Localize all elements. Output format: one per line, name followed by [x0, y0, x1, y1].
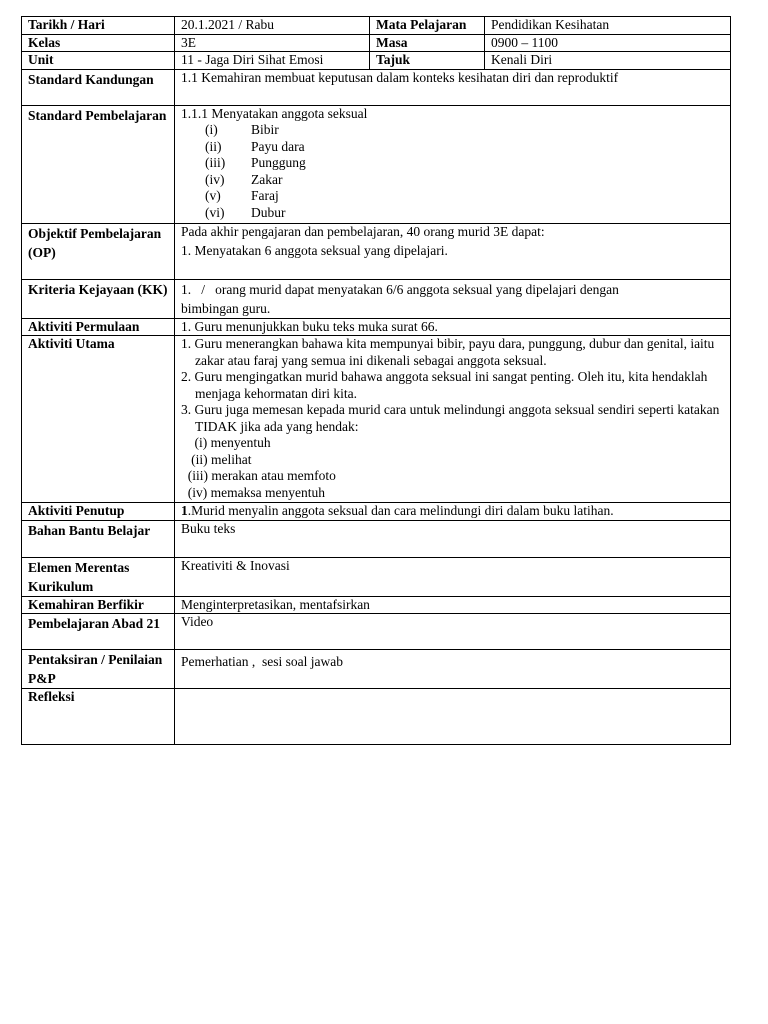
standard-pembelajaran-heading: 1.1.1 Menyatakan anggota seksual [181, 105, 368, 121]
kriteria-line-2: bimbingan guru. [181, 300, 271, 316]
emk-value: Kreativiti & Inovasi [175, 557, 731, 596]
anggota-list [181, 122, 724, 221]
kemahiran-label: Kemahiran Berfikir [22, 596, 175, 614]
penutup-value: .Murid menyalin anggota seksual dan cara melindungi diri dalam buku latihan. [187, 503, 614, 518]
penutup-cell [175, 503, 731, 521]
kemahiran-value: Menginterpretasikan, mentafsirkan [175, 596, 731, 614]
list-item: (v) Faraj [205, 188, 279, 203]
list-item: (i) Bibir [205, 122, 279, 137]
tajuk-label: Tajuk [370, 52, 485, 70]
kriteria-line-1: 1. / orang murid dapat menyatakan 6/6 anggota seksual yang dipelajari dengan [181, 281, 619, 297]
kriteria-label: Kriteria Kejayaan (KK) [22, 279, 175, 318]
bahan-label: Bahan Bantu Belajar [22, 520, 175, 557]
tarikh-value: 20.1.2021 / Rabu [175, 17, 370, 35]
tarikh-label: Tarikh / Hari [22, 17, 175, 35]
permulaan-label: Aktiviti Permulaan [22, 318, 175, 336]
row-pentaksiran [22, 650, 731, 689]
objektif-cell [175, 223, 731, 279]
kelas-label: Kelas [22, 34, 175, 52]
list-item: (iv) memaksa menyentuh [181, 484, 325, 500]
refleksi-label: Refleksi [22, 689, 175, 745]
row-standard-pembelajaran [22, 105, 731, 223]
list-item: (ii) Payu dara [205, 138, 305, 154]
abad21-value: Video [175, 614, 731, 650]
standard-kandungan-label: Standard Kandungan [22, 69, 175, 105]
standard-kandungan-value: 1.1 Kemahiran membuat keputusan dalam konteks kesihatan diri dan reproduktif [175, 69, 731, 105]
objektif-label: Objektif Pembelajaran (OP) [22, 223, 175, 279]
bahan-value: Buku teks [175, 520, 731, 557]
tajuk-value: Kenali Diri [485, 52, 731, 70]
penutup-number: 1 [181, 503, 188, 518]
list-item: (iii) Punggung [205, 155, 306, 170]
list-item: 1. Guru menerangkan bahawa kita mempunyai bibir, payu dara, punggung, dubur dan genital, iaitu zakar atau faraj yang semua ini dikenali sebagai anggota seksual. [181, 336, 715, 368]
utama-sub-list [181, 435, 724, 501]
row-emk [22, 557, 731, 596]
kelas-value: 3E [175, 34, 370, 52]
lesson-plan-table [21, 16, 731, 745]
standard-pembelajaran-label: Standard Pembelajaran [22, 105, 175, 223]
row-abad21 [22, 614, 731, 650]
row-kemahiran [22, 596, 731, 614]
emk-label: Elemen Merentas Kurikulum [22, 557, 175, 596]
row-unit [22, 52, 731, 70]
unit-label: Unit [22, 52, 175, 70]
masa-value: 0900 – 1100 [485, 34, 731, 52]
row-bahan [22, 520, 731, 557]
mata-pelajaran-value: Pendidikan Kesihatan [485, 17, 731, 35]
unit-value: 11 - Jaga Diri Sihat Emosi [175, 52, 370, 70]
row-penutup [22, 503, 731, 521]
kriteria-cell [175, 279, 731, 318]
mata-pelajaran-label: Mata Pelajaran [370, 17, 485, 35]
utama-cell [175, 336, 731, 503]
abad21-label: Pembelajaran Abad 21 [22, 614, 175, 650]
list-item: 3. Guru juga memesan kepada murid cara untuk melindungi anggota seksual sendiri seperti katakan TIDAK jika ada yang hendak: [181, 402, 720, 434]
refleksi-value [175, 689, 731, 745]
permulaan-value: 1. Guru menunjukkan buku teks muka surat 66. [175, 318, 731, 336]
utama-list [181, 336, 724, 435]
objektif-line-1: Pada akhir pengajaran dan pembelajaran, 40 orang murid 3E dapat: [181, 223, 545, 239]
list-item: (vi) Dubur [205, 204, 286, 220]
row-permulaan [22, 318, 731, 336]
row-kelas [22, 34, 731, 52]
row-refleksi [22, 689, 731, 745]
masa-label: Masa [370, 34, 485, 52]
list-item: 2. Guru mengingatkan murid bahawa anggota seksual ini sangat penting. Oleh itu, kita hendaklah menjaga kehormatan diri kita. [181, 369, 708, 401]
pentaksiran-value: Pemerhatian , sesi soal jawab [175, 650, 731, 689]
row-objektif [22, 223, 731, 279]
pentaksiran-label: Pentaksiran / Penilaian P&P [22, 650, 175, 689]
list-item: (iii) merakan atau memfoto [181, 468, 336, 483]
list-item: (i) menyentuh [181, 435, 271, 450]
list-item: (ii) melihat [181, 451, 252, 467]
row-standard-kandungan [22, 69, 731, 105]
utama-label: Aktiviti Utama [22, 336, 175, 503]
row-aktiviti-utama [22, 336, 731, 503]
row-tarikh [22, 17, 731, 35]
penutup-label: Aktiviti Penutup [22, 503, 175, 521]
list-item: (iv) Zakar [205, 171, 283, 187]
objektif-line-2: 1. Menyatakan 6 anggota seksual yang dipelajari. [181, 243, 448, 258]
standard-pembelajaran-cell [175, 105, 731, 223]
row-kriteria [22, 279, 731, 318]
